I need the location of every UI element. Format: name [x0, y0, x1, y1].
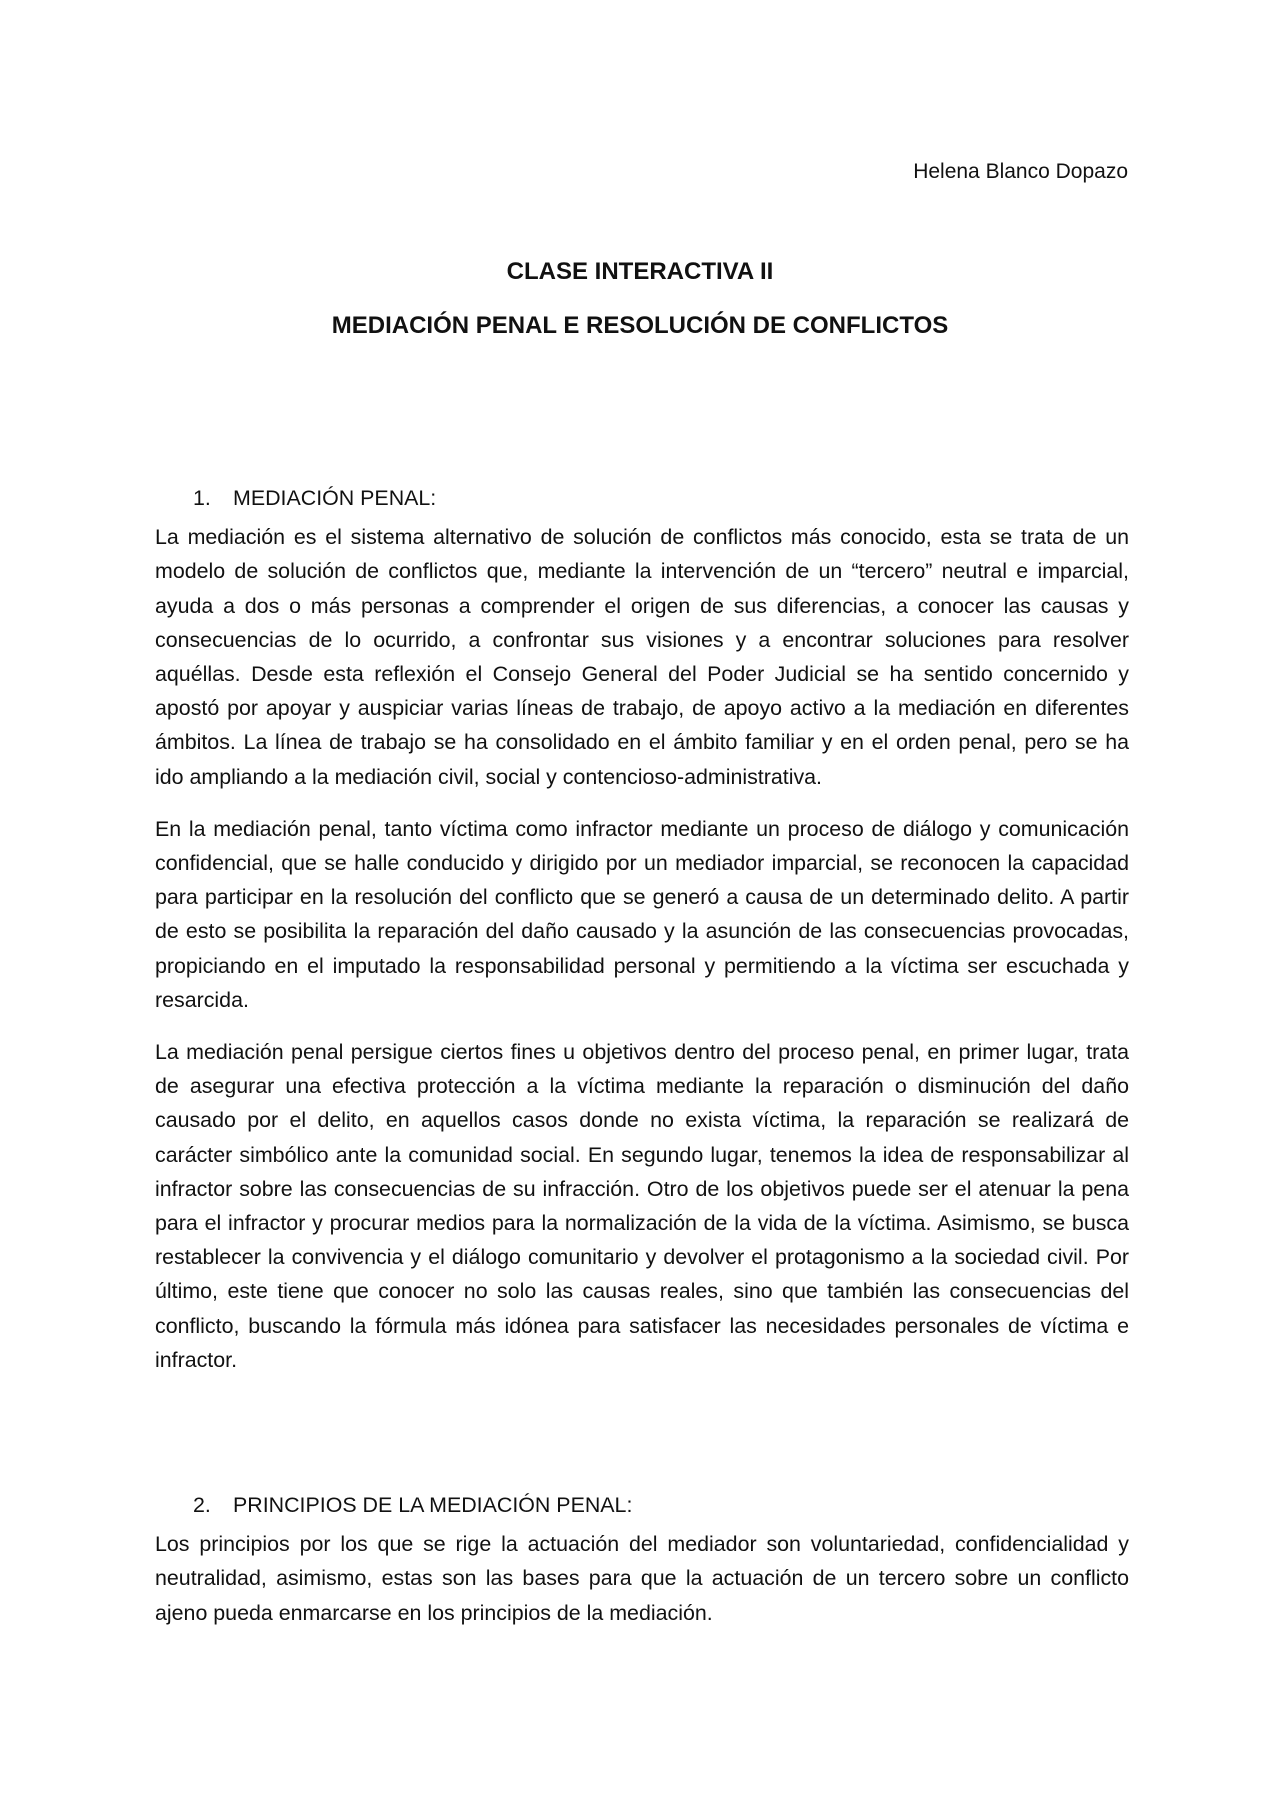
paragraph: La mediación es el sistema alternativo de solución de conflictos más conocido, esta se trata de un modelo de solución de conflictos que, mediante la intervención de un “tercero” neutral e imparcial, ayuda a dos o más personas a comprender el origen de sus diferencias, a conocer las causas y consecuencias de lo ocurrido, a confrontar sus visiones y a encontrar soluciones para resolver aquéllas. Desde esta reflexión el Consejo General del Poder Judicial se ha sentido concernido y apostó por apoyar y auspiciar varias líneas de trabajo, de apoyo activo a la mediación en diferentes ámbitos. La línea de trabajo se ha consolidado en el ámbito familiar y en el orden penal, pero se ha ido ampliando a la mediación civil, social y contencioso-administrativa. [155, 525, 1129, 789]
section-principios [155, 1488, 1129, 1648]
section-mediacion-penal [155, 481, 1129, 1395]
section-number: 2. [193, 1493, 211, 1517]
paragraph: En la mediación penal, tanto víctima como infractor mediante un proceso de diálogo y comunicación confidencial, que se halle conducido y dirigido por un mediador imparcial, se reconocen la capacidad para participar en la resolución del conflicto que se generó a causa de un determinado delito. A partir de esto se posibilita la reparación del daño causado y la asunción de las consecuencias provocadas, propiciando en el imputado la responsabilidad personal y permitiendo a la víctima ser escuchada y resarcida. [155, 816, 1129, 1012]
paragraph: La mediación penal persigue ciertos fines u objetivos dentro del proceso penal, en primer lugar, trata de asegurar una efectiva protección a la víctima mediante la reparación o disminución del daño causado por el delito, en aquellos casos donde no exista víctima, la reparación se realizará de carácter simbólico ante la comunidad social. En segundo lugar, tenemos la idea de responsabilizar al infractor sobre las consecuencias de su infracción. Otro de los objetivos puede ser el atenuar la pena para el infractor y procurar medios para la normalización de la vida de la víctima. Asimismo, se busca restablecer la convivencia y el diálogo comunitario y devolver el protagonismo a la sociedad civil. Por último, este tiene que conocer no solo las causas reales, sino que también las consecuencias del conflicto, buscando la fórmula más idónea para satisfacer las necesidades personales de víctima e infractor. [155, 1040, 1129, 1372]
section-title: PRINCIPIOS DE LA MEDIACIÓN PENAL: [233, 1493, 633, 1517]
author-name: Helena Blanco Dopazo [913, 160, 1128, 183]
title-line-1: CLASE INTERACTIVA II [506, 258, 774, 285]
section-heading [155, 1488, 1129, 1522]
section-number: 1. [193, 486, 211, 510]
paragraph: Los principios por los que se rige la actuación del mediador son voluntariedad, confidencialidad y neutralidad, asimismo, estas son las bases para que la actuación de un tercero sobre un conflicto ajeno pueda enmarcarse en los principios de la mediación. [155, 1532, 1129, 1625]
section-title: MEDIACIÓN PENAL: [233, 486, 437, 510]
title-line-2: MEDIACIÓN PENAL E RESOLUCIÓN DE CONFLICTOS [331, 312, 949, 339]
section-heading [155, 481, 1129, 515]
document-title [0, 257, 1280, 341]
